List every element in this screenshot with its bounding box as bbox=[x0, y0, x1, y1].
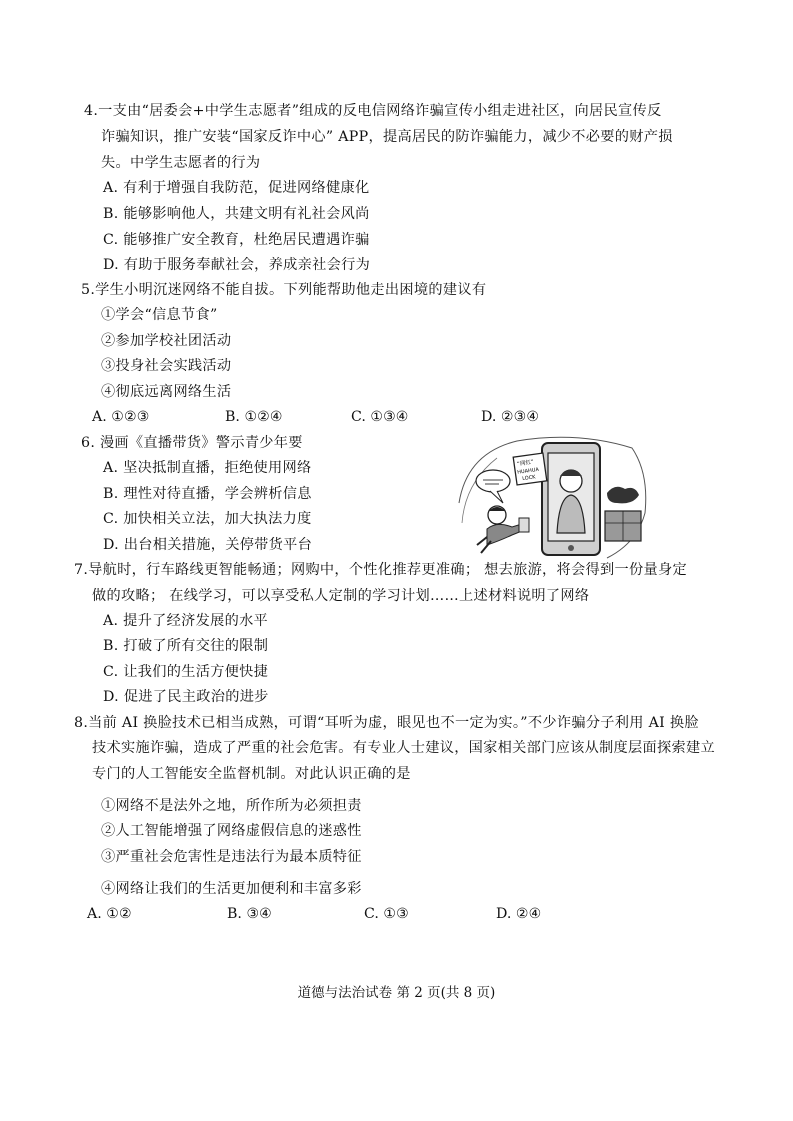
cartoon-sign-text-1: “网红” bbox=[516, 459, 535, 468]
q5-choice-b: B. ①②④ bbox=[225, 409, 283, 425]
q8-stem-line-2: 技术实施诈骗，造成了严重的社会危害。有专业人士建议，国家相关部门应该从制度层面探索建立 bbox=[92, 740, 715, 756]
q8-choice-a: A. ①② bbox=[87, 906, 132, 922]
q8-choice-b: B. ③④ bbox=[227, 906, 272, 922]
q5-choice-a: A. ①②③ bbox=[92, 409, 150, 425]
q4-stem-line-2: 诈骗知识，推广安装“国家反诈中心” APP，提高居民的防诈骗能力，减少不必要的财产损 bbox=[101, 129, 673, 145]
cartoon-sign-text-3: LOCK bbox=[521, 474, 536, 483]
q4-option-c: C. 能够推广安全教育，杜绝居民遭遇诈骗 bbox=[103, 232, 370, 248]
q6-stem: 6. 漫画《直播带货》警示青少年要 bbox=[81, 435, 303, 451]
page-footer: 道德与法治试卷 第 2 页(共 8 页) bbox=[297, 985, 496, 1001]
q4-option-b: B. 能够影响他人，共建文明有礼社会风尚 bbox=[103, 206, 370, 222]
q5-choice-d: D. ②③④ bbox=[481, 409, 540, 425]
q8-item-1: ①网络不是法外之地，所作所为必须担责 bbox=[101, 798, 362, 814]
q4-option-a: A. 有利于增强自我防范，促进网络健康化 bbox=[103, 180, 370, 196]
q5-choices bbox=[92, 407, 692, 427]
q6-option-a: A. 坚决抵制直播，拒绝使用网络 bbox=[103, 460, 312, 476]
q8-choices bbox=[87, 904, 687, 924]
q8-item-4: ④网络让我们的生活更加便利和丰富多彩 bbox=[101, 881, 362, 897]
q7-stem-line-2: 做的攻略； 在线学习，可以享受私人定制的学习计划……上述材料说明了网络 bbox=[92, 588, 590, 604]
q6-option-c: C. 加快相关立法，加大执法力度 bbox=[103, 511, 312, 527]
q4-stem-line-1: 4.一支由“居委会+中学生志愿者”组成的反电信网络诈骗宣传小组走进社区，向居民宣传反 bbox=[84, 103, 662, 119]
q7-option-d: D. 促进了民主政治的进步 bbox=[103, 689, 269, 705]
q7-stem-line-1: 7.导航时，行车路线更智能畅通；网购中，个性化推荐更准确； 想去旅游，将会得到一份量身定 bbox=[74, 562, 687, 578]
q8-item-2: ②人工智能增强了网络虚假信息的迷惑性 bbox=[101, 823, 362, 839]
q8-choice-c: C. ①③ bbox=[364, 906, 409, 922]
q8-stem-line-1: 8.当前 AI 换脸技术已相当成熟，可谓“耳听为虚，眼见也不一定为实。”不少诈骗分子利用 AI 换脸 bbox=[74, 715, 699, 731]
cartoon-sign-text-2: HUAHUA bbox=[516, 466, 540, 476]
q8-stem-line-3: 专门的人工智能安全监督机制。对此认识正确的是 bbox=[92, 766, 411, 782]
q8-item-3: ③严重社会危害性是违法行为最本质特征 bbox=[101, 849, 362, 865]
livestream-cartoon-image bbox=[457, 433, 647, 563]
q5-item-4: ④彻底远离网络生活 bbox=[101, 384, 232, 400]
q5-item-2: ②参加学校社团活动 bbox=[101, 333, 232, 349]
q7-option-b: B. 打破了所有交往的限制 bbox=[103, 638, 269, 654]
q5-item-1: ①学会“信息节食” bbox=[101, 307, 218, 323]
q4-option-d: D. 有助于服务奉献社会，养成亲社会行为 bbox=[103, 257, 371, 273]
q6-option-b: B. 理性对待直播，学会辨析信息 bbox=[103, 486, 312, 502]
q5-stem: 5.学生小明沉迷网络不能自拔。下列能帮助他走出困境的建议有 bbox=[81, 282, 487, 298]
q5-item-3: ③投身社会实践活动 bbox=[101, 358, 232, 374]
q4-stem-line-3: 失。中学生志愿者的行为 bbox=[101, 155, 261, 171]
q7-option-a: A. 提升了经济发展的水平 bbox=[103, 613, 269, 629]
q6-option-d: D. 出台相关措施，关停带货平台 bbox=[103, 537, 313, 553]
q7-option-c: C. 让我们的生活方便快捷 bbox=[103, 664, 269, 680]
q5-choice-c: C. ①③④ bbox=[351, 409, 409, 425]
q8-choice-d: D. ②④ bbox=[496, 906, 542, 922]
